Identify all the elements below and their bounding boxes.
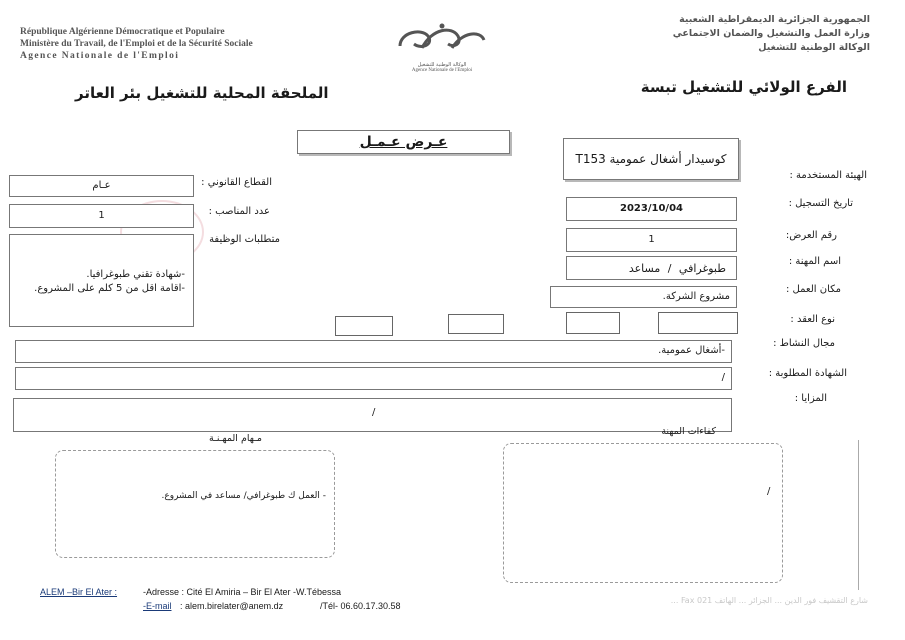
footer-email-label: -E-mail [143,601,172,611]
job-name-label: اسم المهنة : [788,256,841,267]
tasks-label: مـهام المهـنـة [209,433,262,444]
header-fr-line3: Agence Nationale de l'Emploi [20,51,180,61]
header-ar-line2: وزارة العمل والتشغيل والضمان الاجتماعي [672,28,870,39]
benefits-value: / [372,407,376,418]
positions-field [9,204,194,228]
employer-value: كوسيدار أشغال عمومية T153 [575,152,727,166]
activity-value: -أشغال عمومية. [658,345,725,356]
blank-box-1 [335,316,393,336]
footer-tel: /Tél- 06.60.17.30.58 [320,601,401,611]
requirement-1: -شهادة تقني طبوغرافيا. [86,269,185,280]
requirement-2: -اقامة اقل من 5 كلم على المشروع. [34,283,185,294]
requirements-label: متطلبات الوظيفة [209,234,280,245]
sector-label: القطاع القانوني : [201,177,272,188]
workplace-label: مكان العمل : [786,284,841,295]
footer-alem: ALEM –Bir El Ater : [40,587,118,597]
job-name-value: طبوغرافي / مساعد [628,262,726,275]
logo-caption-fr: Agence Nationale de l'Emploi [411,68,473,73]
header-ar-line1: الجمهورية الجزائرية الديمقراطية الشعبية [679,14,870,25]
employer-label: الهيئة المستخدمة : [789,170,867,181]
activity-field [15,340,732,363]
document-title: عـرض عـمـل [359,134,448,150]
document-title-box [297,130,510,154]
footer-address: -Adresse : Cité El Amiria – Bir El Ater -W.Tébessa [143,587,342,597]
logo-caption-ar: الوكالة الوطنية للتشغيل [417,62,467,68]
workplace-value: مشروع الشركة. [662,291,730,302]
bottom-stamp-text: شارع التقشيف فور الدين ... الجزائر ... الهاتف Fax 021 ... [670,596,868,605]
offer-no-field [566,228,737,252]
tasks-value: - العمل ك طبوغرافي/ مساعد في المشروع. [161,491,326,501]
header-ar-line3: الوكالة الوطنية للتشغيل [758,42,870,53]
branch-wilaya: الفرع الولائي للتشغيل تبسة [640,78,847,96]
header-fr-line1: République Algérienne Démocratique et Populaire [20,27,225,37]
offer-no-label: رقم العرض: [785,230,837,241]
contract-box-1 [566,312,620,334]
sector-value: عـام [92,180,111,191]
requirements-field [9,234,194,327]
anem-logo-icon [392,18,492,58]
positions-value: 1 [98,210,105,221]
skills-label: كفاءات المهنة [661,426,716,437]
right-margin-line [858,440,859,590]
contract-box-2 [658,312,738,334]
job-name-field [566,256,737,280]
benefits-label: المزايا : [794,393,827,404]
workplace-field [550,286,737,308]
contract-label: نوع العقد : [790,314,835,325]
skills-box [503,443,783,583]
employer-field [563,138,739,180]
reg-date-field [566,197,737,221]
branch-local: الملحقة المحلية للتشغيل بئر العاتر [75,84,329,102]
header-fr-line2: Ministère du Travail, de l'Emploi et de la Sécurité Sociale [20,39,253,49]
reg-date-value: 2023/10/04 [620,203,683,214]
reg-date-label: تاريخ التسجيل : [788,198,853,209]
anem-logo [392,18,492,73]
degree-label: الشهادة المطلوبة : [768,368,847,379]
blank-box-2 [448,314,504,334]
positions-label: عدد المناصب : [208,206,270,217]
skills-value: / [767,486,771,497]
benefits-field [13,398,732,432]
sector-field [9,175,194,197]
degree-value: / [721,372,725,383]
offer-no-value: 1 [648,234,655,245]
activity-label: مجال النشاط : [773,338,835,349]
tasks-box [55,450,335,558]
footer-email[interactable]: : alem.birelater@anem.dz [180,601,284,611]
degree-field [15,367,732,390]
